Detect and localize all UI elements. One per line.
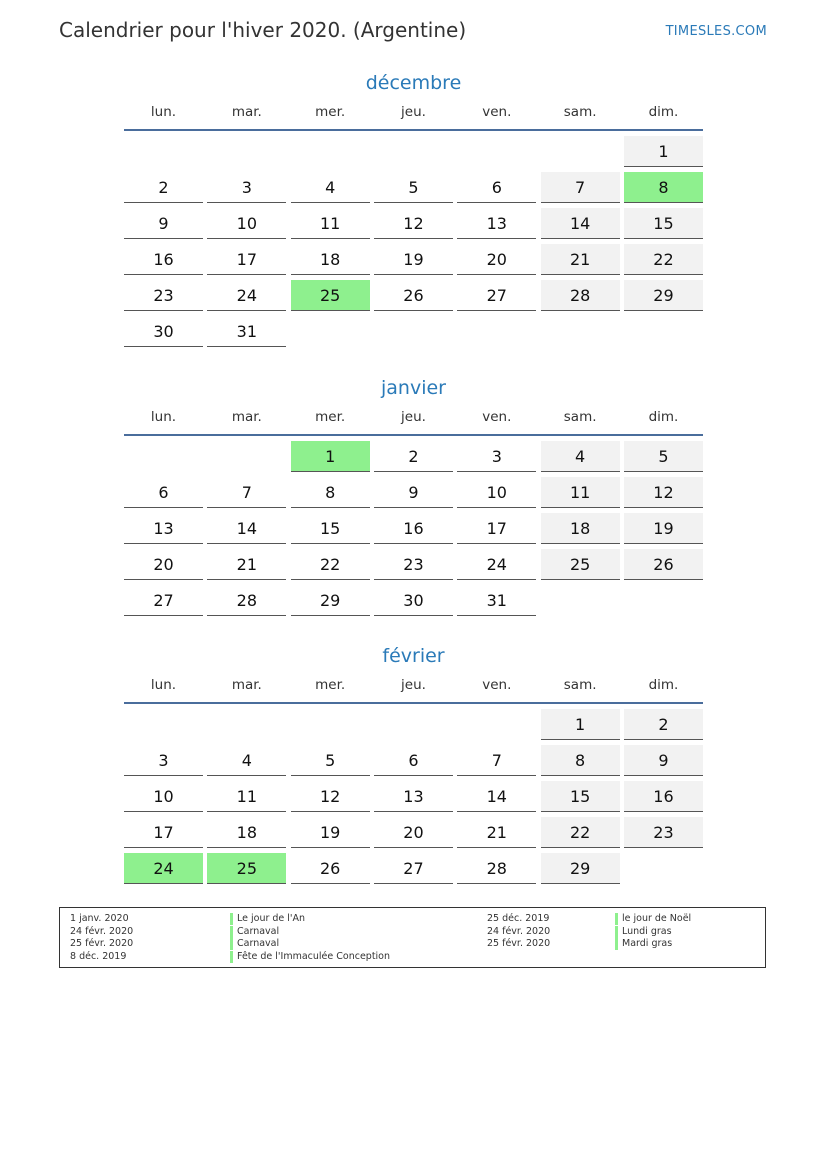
- day-cell: 5: [291, 745, 370, 776]
- day-cell: 26: [291, 853, 370, 884]
- week-row: [124, 441, 703, 472]
- empty-cell: [124, 709, 203, 740]
- weekday-label: dim.: [648, 104, 679, 120]
- day-cell: 15: [624, 208, 703, 239]
- weekday-label: sam.: [563, 677, 597, 693]
- weekday-header: [124, 409, 703, 431]
- month-name: février: [382, 645, 445, 667]
- weekday-label: mar.: [231, 104, 262, 120]
- day-cell: 11: [541, 477, 620, 508]
- weekday-label: lun.: [150, 104, 177, 120]
- day-cell: 27: [374, 853, 453, 884]
- day-cell: 10: [124, 781, 203, 812]
- day-cell: 12: [374, 208, 453, 239]
- legend-date: 25 févr. 2020: [70, 938, 134, 950]
- day-cell: 18: [207, 817, 286, 848]
- legend-holiday-name: Fête de l'Immaculée Conception: [230, 951, 390, 963]
- day-cell: 7: [457, 745, 536, 776]
- day-cell: 13: [374, 781, 453, 812]
- legend-date: 24 févr. 2020: [487, 925, 551, 937]
- day-cell: 7: [207, 477, 286, 508]
- empty-cell: [457, 709, 536, 740]
- day-cell: 16: [374, 513, 453, 544]
- day-cell: 17: [124, 817, 203, 848]
- day-cell: 5: [624, 441, 703, 472]
- week-row: [124, 477, 703, 508]
- weekday-header: [124, 677, 703, 699]
- empty-cell: [624, 853, 703, 884]
- day-cell: 4: [541, 441, 620, 472]
- empty-cell: [291, 136, 370, 167]
- day-cell: 21: [541, 244, 620, 275]
- legend-date: 8 déc. 2019: [70, 950, 127, 962]
- weekday-label: ven.: [482, 677, 512, 693]
- weekday-label: sam.: [563, 104, 597, 120]
- empty-cell: [124, 136, 203, 167]
- day-cell: 12: [291, 781, 370, 812]
- day-cell: 9: [624, 745, 703, 776]
- holiday-day-cell: 1: [291, 441, 370, 472]
- day-cell: 28: [541, 280, 620, 311]
- empty-cell: [457, 316, 536, 347]
- week-row: [124, 136, 703, 167]
- day-cell: 30: [374, 585, 453, 616]
- day-cell: 20: [374, 817, 453, 848]
- month-block: [124, 373, 703, 621]
- day-cell: 23: [374, 549, 453, 580]
- holiday-legend: [59, 907, 766, 968]
- day-cell: 14: [541, 208, 620, 239]
- weekday-label: mer.: [315, 104, 346, 120]
- week-row: [124, 549, 703, 580]
- day-cell: 10: [457, 477, 536, 508]
- legend-holiday-name: Le jour de l'An: [230, 913, 305, 925]
- empty-cell: [124, 441, 203, 472]
- week-row: [124, 244, 703, 275]
- day-cell: 16: [124, 244, 203, 275]
- day-cell: 9: [124, 208, 203, 239]
- day-cell: 17: [457, 513, 536, 544]
- day-cell: 18: [291, 244, 370, 275]
- day-cell: 4: [207, 745, 286, 776]
- empty-cell: [374, 136, 453, 167]
- empty-cell: [624, 316, 703, 347]
- month-grid: [124, 709, 703, 884]
- empty-cell: [207, 441, 286, 472]
- week-row: [124, 853, 703, 884]
- day-cell: 2: [374, 441, 453, 472]
- holiday-day-cell: 8: [624, 172, 703, 203]
- weekday-label: mer.: [315, 677, 346, 693]
- day-cell: 2: [624, 709, 703, 740]
- header-divider: [124, 434, 703, 436]
- month-name: décembre: [365, 72, 462, 94]
- day-cell: 20: [124, 549, 203, 580]
- day-cell: 8: [541, 745, 620, 776]
- week-row: [124, 316, 703, 347]
- day-cell: 6: [374, 745, 453, 776]
- weekday-label: ven.: [482, 409, 512, 425]
- day-cell: 5: [374, 172, 453, 203]
- week-row: [124, 745, 703, 776]
- week-row: [124, 280, 703, 311]
- legend-date: 25 déc. 2019: [487, 913, 550, 924]
- day-cell: 11: [291, 208, 370, 239]
- week-row: [124, 817, 703, 848]
- holiday-day-cell: 24: [124, 853, 203, 884]
- day-cell: 15: [291, 513, 370, 544]
- day-cell: 21: [457, 817, 536, 848]
- day-cell: 10: [207, 208, 286, 239]
- legend-holiday-name: le jour de Noël: [615, 913, 691, 925]
- site-link[interactable]: TIMESLES.COM: [665, 24, 767, 39]
- empty-cell: [541, 585, 620, 616]
- day-cell: 1: [624, 136, 703, 167]
- empty-cell: [457, 136, 536, 167]
- week-row: [124, 709, 703, 740]
- day-cell: 3: [457, 441, 536, 472]
- holiday-day-cell: 25: [207, 853, 286, 884]
- header-divider: [124, 129, 703, 131]
- day-cell: 31: [207, 316, 286, 347]
- day-cell: 11: [207, 781, 286, 812]
- legend-date: 25 févr. 2020: [487, 938, 551, 950]
- day-cell: 7: [541, 172, 620, 203]
- day-cell: 22: [624, 244, 703, 275]
- day-cell: 12: [624, 477, 703, 508]
- day-cell: 28: [207, 585, 286, 616]
- month-grid: [124, 136, 703, 347]
- empty-cell: [207, 709, 286, 740]
- page-title: Calendrier pour l'hiver 2020. (Argentine): [59, 18, 467, 42]
- day-cell: 26: [374, 280, 453, 311]
- day-cell: 19: [291, 817, 370, 848]
- day-cell: 29: [291, 585, 370, 616]
- month-block: [124, 641, 703, 889]
- weekday-label: mar.: [231, 409, 262, 425]
- day-cell: 23: [624, 817, 703, 848]
- week-row: [124, 585, 703, 616]
- legend-holiday-name: Mardi gras: [615, 938, 672, 950]
- day-cell: 14: [457, 781, 536, 812]
- day-cell: 29: [541, 853, 620, 884]
- weekday-label: mar.: [231, 677, 262, 693]
- legend-holiday-name: Lundi gras: [615, 926, 672, 938]
- week-row: [124, 781, 703, 812]
- day-cell: 19: [624, 513, 703, 544]
- day-cell: 22: [541, 817, 620, 848]
- day-cell: 31: [457, 585, 536, 616]
- week-row: [124, 513, 703, 544]
- day-cell: 9: [374, 477, 453, 508]
- holiday-day-cell: 25: [291, 280, 370, 311]
- weekday-label: ven.: [482, 104, 512, 120]
- empty-cell: [541, 136, 620, 167]
- weekday-label: jeu.: [401, 677, 426, 693]
- weekday-label: lun.: [150, 677, 177, 693]
- weekday-label: jeu.: [401, 409, 426, 425]
- header-divider: [124, 702, 703, 704]
- legend-date: 1 janv. 2020: [70, 913, 129, 924]
- day-cell: 20: [457, 244, 536, 275]
- day-cell: 6: [124, 477, 203, 508]
- day-cell: 27: [124, 585, 203, 616]
- week-row: [124, 208, 703, 239]
- day-cell: 23: [124, 280, 203, 311]
- day-cell: 16: [624, 781, 703, 812]
- day-cell: 15: [541, 781, 620, 812]
- weekday-label: lun.: [150, 409, 177, 425]
- empty-cell: [207, 136, 286, 167]
- day-cell: 6: [457, 172, 536, 203]
- day-cell: 1: [541, 709, 620, 740]
- day-cell: 2: [124, 172, 203, 203]
- legend-holiday-name: Carnaval: [230, 926, 279, 938]
- day-cell: 13: [457, 208, 536, 239]
- day-cell: 14: [207, 513, 286, 544]
- day-cell: 26: [624, 549, 703, 580]
- day-cell: 18: [541, 513, 620, 544]
- day-cell: 19: [374, 244, 453, 275]
- empty-cell: [374, 709, 453, 740]
- day-cell: 28: [457, 853, 536, 884]
- weekday-label: sam.: [563, 409, 597, 425]
- day-cell: 27: [457, 280, 536, 311]
- empty-cell: [541, 316, 620, 347]
- day-cell: 17: [207, 244, 286, 275]
- month-block: [124, 68, 703, 352]
- day-cell: 30: [124, 316, 203, 347]
- day-cell: 21: [207, 549, 286, 580]
- legend-holiday-name: Carnaval: [230, 938, 279, 950]
- empty-cell: [291, 709, 370, 740]
- day-cell: 24: [457, 549, 536, 580]
- empty-cell: [374, 316, 453, 347]
- weekday-label: dim.: [648, 409, 679, 425]
- month-grid: [124, 441, 703, 616]
- month-name: janvier: [381, 377, 446, 399]
- legend-date: 24 févr. 2020: [70, 925, 134, 937]
- empty-cell: [291, 316, 370, 347]
- weekday-header: [124, 104, 703, 126]
- weekday-label: dim.: [648, 677, 679, 693]
- weekday-label: mer.: [315, 409, 346, 425]
- empty-cell: [624, 585, 703, 616]
- day-cell: 29: [624, 280, 703, 311]
- day-cell: 4: [291, 172, 370, 203]
- day-cell: 3: [207, 172, 286, 203]
- day-cell: 22: [291, 549, 370, 580]
- week-row: [124, 172, 703, 203]
- day-cell: 3: [124, 745, 203, 776]
- day-cell: 25: [541, 549, 620, 580]
- weekday-label: jeu.: [401, 104, 426, 120]
- day-cell: 24: [207, 280, 286, 311]
- day-cell: 13: [124, 513, 203, 544]
- day-cell: 8: [291, 477, 370, 508]
